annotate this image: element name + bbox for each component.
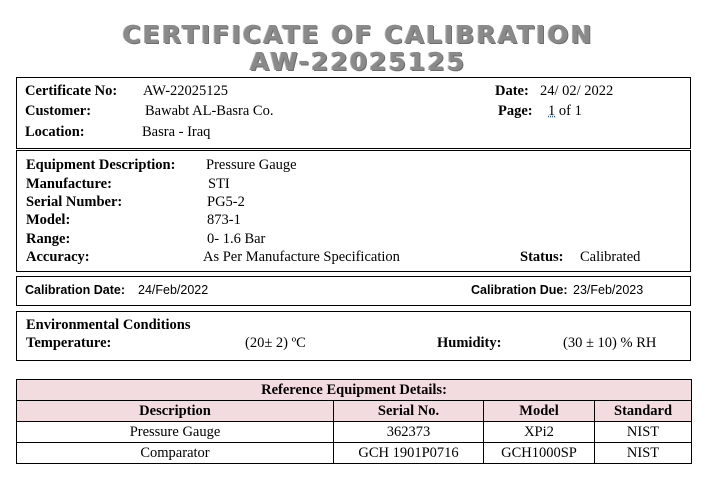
calibration-due-label: Calibration Due:: [471, 283, 568, 297]
calibration-date-value: 24/Feb/2022: [138, 283, 209, 297]
date-value: 24/ 02/ 2022: [540, 83, 614, 99]
model-label: Model:: [26, 212, 71, 228]
column-header-standard: Standard: [595, 401, 692, 422]
page-value: [548, 103, 582, 120]
cell-standard: NIST: [595, 422, 692, 443]
range-value: 0- 1.6 Bar: [207, 231, 266, 247]
reference-heading-row: [17, 380, 692, 401]
manufacture-label: Manufacture:: [26, 176, 112, 192]
column-header-description: Description: [17, 401, 334, 422]
calibration-due-value: 23/Feb/2023: [573, 283, 644, 297]
reference-equipment-table: [16, 379, 692, 464]
cell-model: GCH1000SP: [484, 443, 595, 464]
status-value: Calibrated: [580, 249, 641, 265]
page-label: Page:: [498, 103, 533, 119]
reference-column-header-row: [17, 401, 692, 422]
humidity-value: (30 ± 10) % RH: [563, 335, 657, 351]
serial-number-label: Serial Number:: [26, 194, 123, 210]
certificate-no-value: AW-22025125: [143, 83, 229, 99]
column-header-serial-no: Serial No.: [334, 401, 484, 422]
customer-label: Customer:: [25, 103, 92, 119]
humidity-label: Humidity:: [437, 335, 502, 351]
cell-description: Comparator: [17, 443, 334, 464]
cell-serial-no: GCH 1901P0716: [334, 443, 484, 464]
location-value: Basra - Iraq: [142, 124, 211, 140]
accuracy-label: Accuracy:: [26, 249, 90, 265]
cell-model: XPi2: [484, 422, 595, 443]
calibration-date-label: Calibration Date:: [25, 283, 126, 297]
table-row: [17, 443, 692, 464]
environment-heading: Environmental Conditions: [26, 317, 191, 333]
page-total: of 1: [555, 103, 582, 119]
temperature-label: Temperature:: [26, 335, 112, 351]
date-label: Date:: [495, 83, 529, 99]
certificate-number-title: AW-22025125: [249, 47, 467, 76]
customer-value: Bawabt AL-Basra Co.: [145, 103, 274, 119]
reference-heading: Reference Equipment Details:: [17, 380, 692, 401]
column-header-model: Model: [484, 401, 595, 422]
model-value: 873-1: [207, 212, 241, 228]
temperature-value: (20± 2) ºC: [245, 335, 306, 351]
table-row: [17, 422, 692, 443]
certificate-title: CERTIFICATE OF CALIBRATION: [122, 20, 594, 49]
equipment-description-label: Equipment Description:: [26, 157, 176, 173]
manufacture-value: STI: [208, 176, 230, 192]
status-label: Status:: [520, 249, 564, 265]
certificate-no-label: Certificate No:: [25, 83, 118, 99]
page-current-number: 1: [548, 103, 556, 119]
cell-description: Pressure Gauge: [17, 422, 334, 443]
range-label: Range:: [26, 231, 71, 247]
cell-serial-no: 362373: [334, 422, 484, 443]
equipment-description-value: Pressure Gauge: [206, 157, 297, 173]
cell-standard: NIST: [595, 443, 692, 464]
accuracy-value: As Per Manufacture Specification: [203, 249, 400, 265]
serial-number-value: PG5-2: [207, 194, 245, 210]
location-label: Location:: [25, 124, 85, 140]
